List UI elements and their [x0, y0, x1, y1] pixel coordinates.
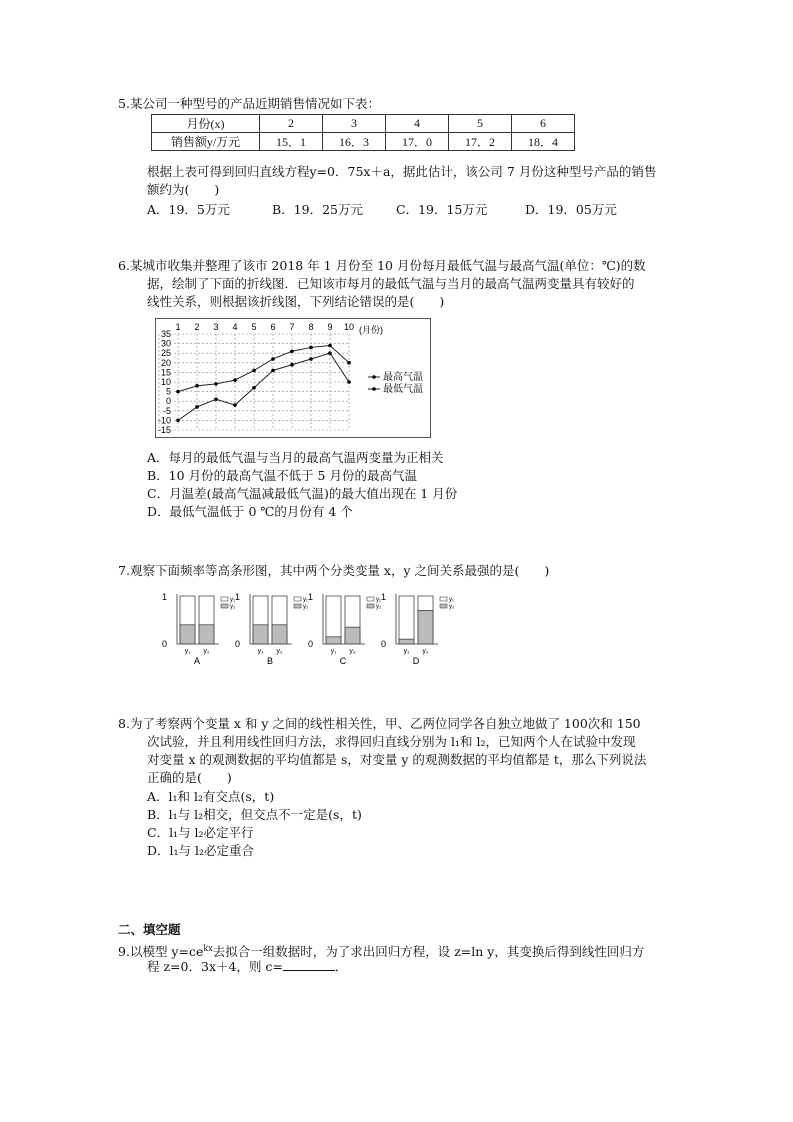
data-point: [347, 361, 351, 365]
x-tick-label: y₁: [403, 648, 410, 655]
x-tick-label: 7: [289, 322, 295, 332]
bar-fill: [418, 610, 433, 644]
q5-regression-equation: y=0．75x＋a: [309, 164, 391, 179]
y-tick-label: -15: [157, 425, 171, 435]
legend-label: y₂: [230, 604, 236, 610]
legend-swatch: [367, 604, 374, 608]
q5-stem: [118, 95, 380, 113]
q9-line2-a: 程 z=0．3x＋4，则 c=: [147, 959, 283, 974]
temperature-line-chart: [155, 318, 431, 438]
data-point: [271, 369, 275, 373]
q6-line3: 线性关系，则根据该折线图，下列结论错误的是( ): [147, 294, 445, 309]
y-tick-label: 20: [160, 357, 171, 368]
q6-line1-text: 某城市收集并整理了该市 2018 年 1 月份至 10 月份每月最低气温与最高气温(单位：℃)的数: [129, 258, 646, 273]
data-point: [309, 346, 313, 350]
q6-line2: 据，绘制了下面的折线图．已知该市每月的最低气温与当月的最高气温两变量具有较好的: [147, 276, 635, 291]
y-tick-label: 1: [381, 592, 387, 602]
data-point: [347, 380, 351, 384]
table-cell: 15．1: [260, 133, 323, 151]
legend-label: y₁: [230, 597, 236, 603]
data-point: [214, 382, 218, 386]
x-tick-label: 2: [194, 322, 200, 332]
y-tick-label: 25: [160, 348, 171, 359]
legend-label: y₁: [449, 597, 455, 603]
chart-legend: [368, 370, 423, 395]
y-tick-label: 1: [308, 592, 314, 602]
q7-stem-text: 观察下面频率等高条形图，其中两个分类变量 x，y 之间关系最强的是( ): [129, 563, 550, 578]
q5-number: 5.: [118, 96, 130, 111]
q5-option-c: C．19．15万元: [396, 202, 488, 217]
q6-line1: [118, 257, 646, 275]
y-tick-label: 15: [160, 367, 171, 378]
table-header-cell: 销售额y/万元: [152, 133, 260, 151]
legend-marker: [372, 375, 376, 379]
section-heading: 二、填空题: [118, 922, 181, 937]
q6-option-d: D．最低气温低于 0 ℃的月份有 4 个: [147, 504, 353, 519]
table-cell: 6: [512, 115, 575, 133]
bar-fill: [199, 625, 214, 644]
series-line-2: [178, 353, 349, 420]
bar-fill: [272, 625, 287, 644]
bar-fill: [399, 639, 414, 644]
data-point: [328, 351, 332, 355]
legend-label: 最高气温: [383, 372, 423, 383]
table-row: [152, 115, 575, 133]
table-cell: 2: [260, 115, 323, 133]
chart-y-ticks: [158, 329, 171, 435]
table-cell: 17．0: [386, 133, 449, 151]
legend-swatch: [221, 604, 228, 608]
q5-option-d: D．19．05万元: [525, 202, 617, 217]
table-cell: 17．2: [449, 133, 512, 151]
q8-option-c: C．l₁与 l₂必定平行: [147, 825, 254, 840]
chart-x-axis-label: (月份): [359, 325, 383, 335]
chart-series: [176, 344, 351, 422]
x-tick-label: y₁: [330, 648, 337, 655]
legend-label: y₂: [376, 604, 382, 610]
q5-text: [147, 163, 656, 181]
data-point: [195, 384, 199, 388]
bar-fill: [326, 637, 341, 644]
legend-swatch: [221, 597, 228, 601]
q8-line4: 正确的是( ): [147, 770, 232, 785]
panel-label: A: [193, 656, 201, 666]
y-tick-label: 10: [160, 377, 171, 387]
bar-panel-A: [162, 592, 236, 666]
data-point: [233, 378, 237, 382]
x-tick-label: y₁: [257, 648, 264, 655]
q9-line2-b: ．: [334, 959, 348, 974]
x-tick-label: 8: [308, 322, 314, 332]
q7-number: 7.: [118, 563, 130, 578]
q5-option-a: A．19．5万元: [147, 202, 230, 217]
data-point: [290, 349, 294, 353]
y-tick-label: 1: [235, 592, 241, 602]
q8-option-d: D．l₁与 l₂必定重合: [147, 843, 255, 858]
y-tick-label: -10: [157, 415, 171, 426]
data-point: [252, 369, 256, 373]
q8-line3: 对变量 x 的观测数据的平均值都是 s，对变量 y 的观测数据的平均值都是 t，那么下列说法: [147, 752, 647, 767]
data-point: [252, 386, 256, 390]
q5-text-c: 额约为( ): [147, 182, 220, 197]
data-point: [271, 357, 275, 361]
panel-label: B: [266, 656, 274, 666]
y-tick-label: 0: [308, 639, 314, 649]
table-cell: 3: [323, 115, 386, 133]
q9-number: 9.: [118, 944, 130, 960]
q5-text-b: ，据此估计，该公司 7 月份这种型号产品的销售: [390, 164, 657, 179]
table-cell: 18．4: [512, 133, 575, 151]
legend-swatch: [440, 597, 447, 601]
table-row: [152, 133, 575, 151]
series-line-1: [178, 346, 349, 392]
x-tick-label: 9: [327, 322, 333, 332]
q8-line1: [118, 715, 641, 733]
panel-label: D: [412, 656, 420, 666]
q8-option-b: B．l₁与 l₂相交，但交点不一定是(s，t): [147, 807, 362, 822]
answer-blank[interactable]: [283, 960, 335, 971]
bar-fill: [253, 625, 268, 644]
y-tick-label: 35: [160, 329, 171, 339]
x-tick-label: y₁: [184, 648, 191, 655]
table-cell: 4: [386, 115, 449, 133]
q8-line2: 次试验，并且利用线性回归方法，求得回归直线分别为 l₁和 l₂，已知两个人在试验中发现: [147, 734, 636, 749]
legend-label: y₁: [376, 597, 382, 603]
bar-fill: [180, 625, 195, 644]
legend-label: y₂: [303, 604, 309, 610]
x-tick-label: 10: [343, 322, 355, 332]
legend-label: 最低气温: [383, 384, 423, 395]
q6-number: 6.: [118, 258, 130, 273]
panel-label: C: [339, 656, 347, 666]
x-tick-label: 5: [251, 322, 257, 332]
data-point: [328, 344, 332, 348]
q8-number: 8.: [118, 716, 130, 731]
y-tick-label: 0: [165, 396, 171, 407]
q5-sales-table: [151, 114, 575, 151]
bar-outline: [399, 596, 414, 644]
data-point: [309, 357, 313, 361]
frequency-bar-charts: [160, 588, 460, 668]
chart-grid: [159, 334, 349, 430]
y-tick-label: 0: [162, 639, 168, 649]
y-tick-label: 1: [162, 592, 168, 602]
legend-label: y₁: [303, 597, 309, 603]
bar-panel-C: [308, 592, 382, 666]
x-tick-label: 6: [270, 322, 276, 332]
x-tick-label: y₂: [203, 648, 210, 655]
q8-line1-text: 为了考察两个变量 x 和 y 之间的线性相关性，甲、乙两位同学各自独立地做了 100次和 150: [129, 716, 641, 731]
q9-line1-a: 以模型 y=ce: [129, 944, 204, 960]
bar-panel-D: [381, 592, 455, 666]
table-header-cell: 月份(x): [152, 115, 260, 133]
q9-exponent: kx: [203, 944, 213, 953]
legend-swatch: [440, 604, 447, 608]
q9-line2: [147, 958, 347, 976]
x-tick-label: y₂: [422, 648, 429, 655]
data-point: [195, 405, 199, 409]
legend-swatch: [294, 597, 301, 601]
bar-panel-B: [235, 592, 309, 666]
x-tick-label: y₂: [349, 648, 356, 655]
q7-stem: [118, 562, 549, 580]
data-point: [214, 397, 218, 401]
data-point: [290, 363, 294, 367]
y-tick-label: 0: [381, 639, 387, 649]
q9-line1-b: 去拟合一组数据时，为了求出回归方程，设 z=ln y，其变换后得到线性回归方: [212, 944, 645, 960]
q8-option-a: A．l₁和 l₂有交点(s，t): [147, 789, 275, 804]
data-point: [233, 403, 237, 407]
x-tick-label: y₂: [276, 648, 283, 655]
q5-option-b: B．19．25万元: [272, 202, 363, 217]
data-point: [176, 390, 180, 394]
legend-swatch: [367, 597, 374, 601]
data-point: [176, 419, 180, 423]
y-tick-label: 30: [160, 338, 171, 349]
x-tick-label: 3: [213, 322, 219, 332]
q5-stem-text: 某公司一种型号的产品近期销售情况如下表：: [129, 96, 380, 111]
bar-fill: [345, 627, 360, 644]
legend-swatch: [294, 604, 301, 608]
table-cell: 5: [449, 115, 512, 133]
y-tick-label: 0: [235, 639, 241, 649]
x-tick-label: 1: [175, 322, 181, 332]
legend-label: y₂: [449, 604, 455, 610]
q5-text-a: 根据上表可得到回归直线方程: [147, 164, 310, 179]
q6-option-a: A．每月的最低气温与当月的最高气温两变量为正相关: [147, 450, 444, 465]
legend-marker: [372, 387, 376, 391]
y-tick-label: 5: [165, 386, 171, 397]
x-tick-label: 4: [232, 322, 238, 332]
q6-option-c: C．月温差(最高气温减最低气温)的最大值出现在 1 月份: [147, 486, 458, 501]
y-tick-label: -5: [162, 405, 171, 416]
table-cell: 16．3: [323, 133, 386, 151]
q6-option-b: B．10 月份的最高气温不低于 5 月份的最高气温: [147, 468, 417, 483]
chart-x-ticks: [175, 322, 354, 332]
